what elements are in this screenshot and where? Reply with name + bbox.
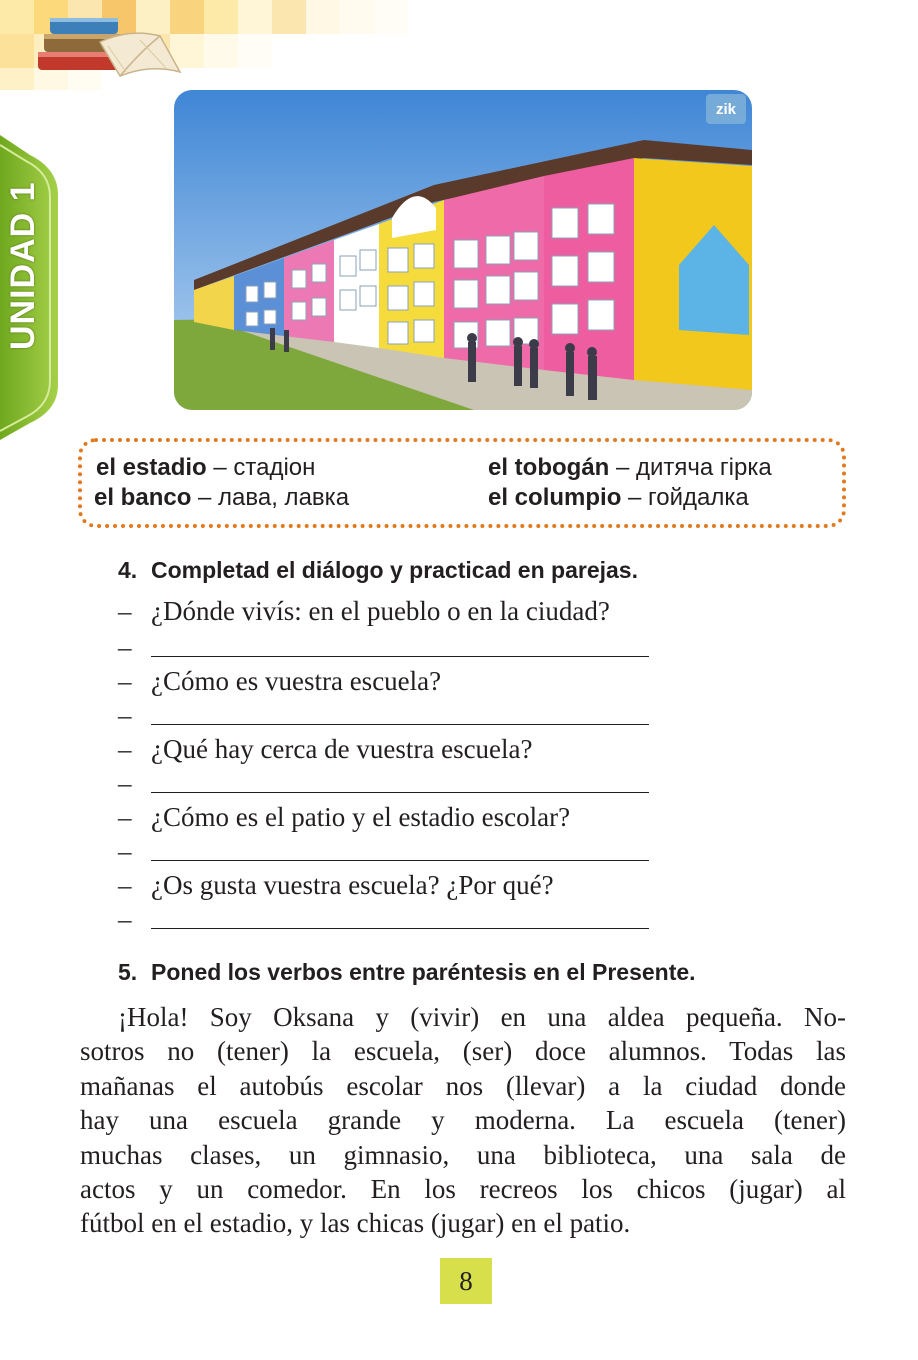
exercise-5-text <box>80 1000 846 1241</box>
vocab-item <box>488 484 749 512</box>
vocab-item <box>94 484 349 512</box>
vocab-translation: – гойдалка <box>621 484 749 511</box>
dialogue-dash: – <box>118 666 132 696</box>
vocab-item <box>96 454 315 482</box>
paragraph-line: muchas clases, un gimnasio, una biblioteca, una sala de <box>80 1139 846 1170</box>
dialogue-question <box>118 596 610 627</box>
dialogue-question <box>118 870 554 901</box>
exercise-5-heading <box>118 959 696 986</box>
exercise-title: Poned los verbos entre paréntesis en el Presente. <box>151 959 696 985</box>
dialogue-answer-dash: – <box>118 632 132 662</box>
dialogue-question <box>118 666 441 697</box>
paragraph-line: fútbol en el estadio, y las chicas (jugar) en el patio. <box>80 1208 631 1239</box>
answer-blank-line[interactable] <box>151 656 649 657</box>
school-photo <box>174 90 752 410</box>
dialogue-question-text: ¿Os gusta vuestra escuela? ¿Por qué? <box>151 870 554 900</box>
vocab-translation: – лава, лавка <box>191 484 350 511</box>
dialogue-question-text: ¿Qué hay cerca de vuestra escuela? <box>151 734 533 764</box>
answer-blank-line[interactable] <box>151 928 649 929</box>
dialogue-answer-dash: – <box>118 836 132 866</box>
vocab-term: el estadio <box>96 454 207 481</box>
exercise-number: 5. <box>118 959 138 985</box>
photo-watermark: zik <box>715 101 737 118</box>
dialogue-answer-dash: – <box>118 904 132 934</box>
vocab-term: el banco <box>94 484 192 511</box>
dialogue-dash: – <box>118 802 132 832</box>
vocab-translation: – стадіон <box>206 454 316 481</box>
paragraph-line: sotros no (tener) la escuela, (ser) doce alumnos. Todas las <box>80 1036 846 1067</box>
answer-blank-line[interactable] <box>151 860 649 861</box>
paragraph-line: ¡Hola! Soy Oksana y (vivir) en una aldea pequeña. No- <box>118 1002 846 1032</box>
vocab-term: el columpio <box>488 484 622 511</box>
dialogue-question <box>118 734 533 765</box>
dialogue-dash: – <box>118 734 132 764</box>
vocab-translation: – дитяча гірка <box>609 454 772 481</box>
vocab-item <box>488 454 772 482</box>
answer-blank-line[interactable] <box>151 724 649 725</box>
dialogue-dash: – <box>118 596 132 626</box>
dialogue-dash: – <box>118 870 132 900</box>
dialogue-question-text: ¿Cómo es vuestra escuela? <box>151 666 442 696</box>
exercise-title: Completad el diálogo y practicad en parejas. <box>151 557 638 583</box>
paragraph-line: actos y un comedor. En los recreos los chicos (jugar) al <box>80 1174 846 1205</box>
dialogue-question-text: ¿Dónde vivís: en el pueblo o en la ciudad? <box>151 596 610 626</box>
exercise-4-heading <box>118 557 638 584</box>
vocab-term: el tobogán <box>488 454 610 481</box>
dialogue-question-text: ¿Cómo es el patio y el estadio escolar? <box>151 802 571 832</box>
vocabulary-box <box>78 438 846 528</box>
exercise-number: 4. <box>118 557 138 583</box>
paragraph-line: hay una escuela grande y moderna. La escuela (tener) <box>80 1105 846 1136</box>
answer-blank-line[interactable] <box>151 792 649 793</box>
dialogue-answer-dash: – <box>118 700 132 730</box>
paragraph-line: mañanas el autobús escolar nos (llevar) a la ciudad donde <box>80 1070 846 1101</box>
page-number: 8 <box>440 1258 492 1304</box>
unit-label: UNIDAD 1 <box>4 181 42 350</box>
dialogue-question <box>118 802 570 833</box>
dialogue-answer-dash: – <box>118 768 132 798</box>
books-illustration <box>30 6 190 82</box>
